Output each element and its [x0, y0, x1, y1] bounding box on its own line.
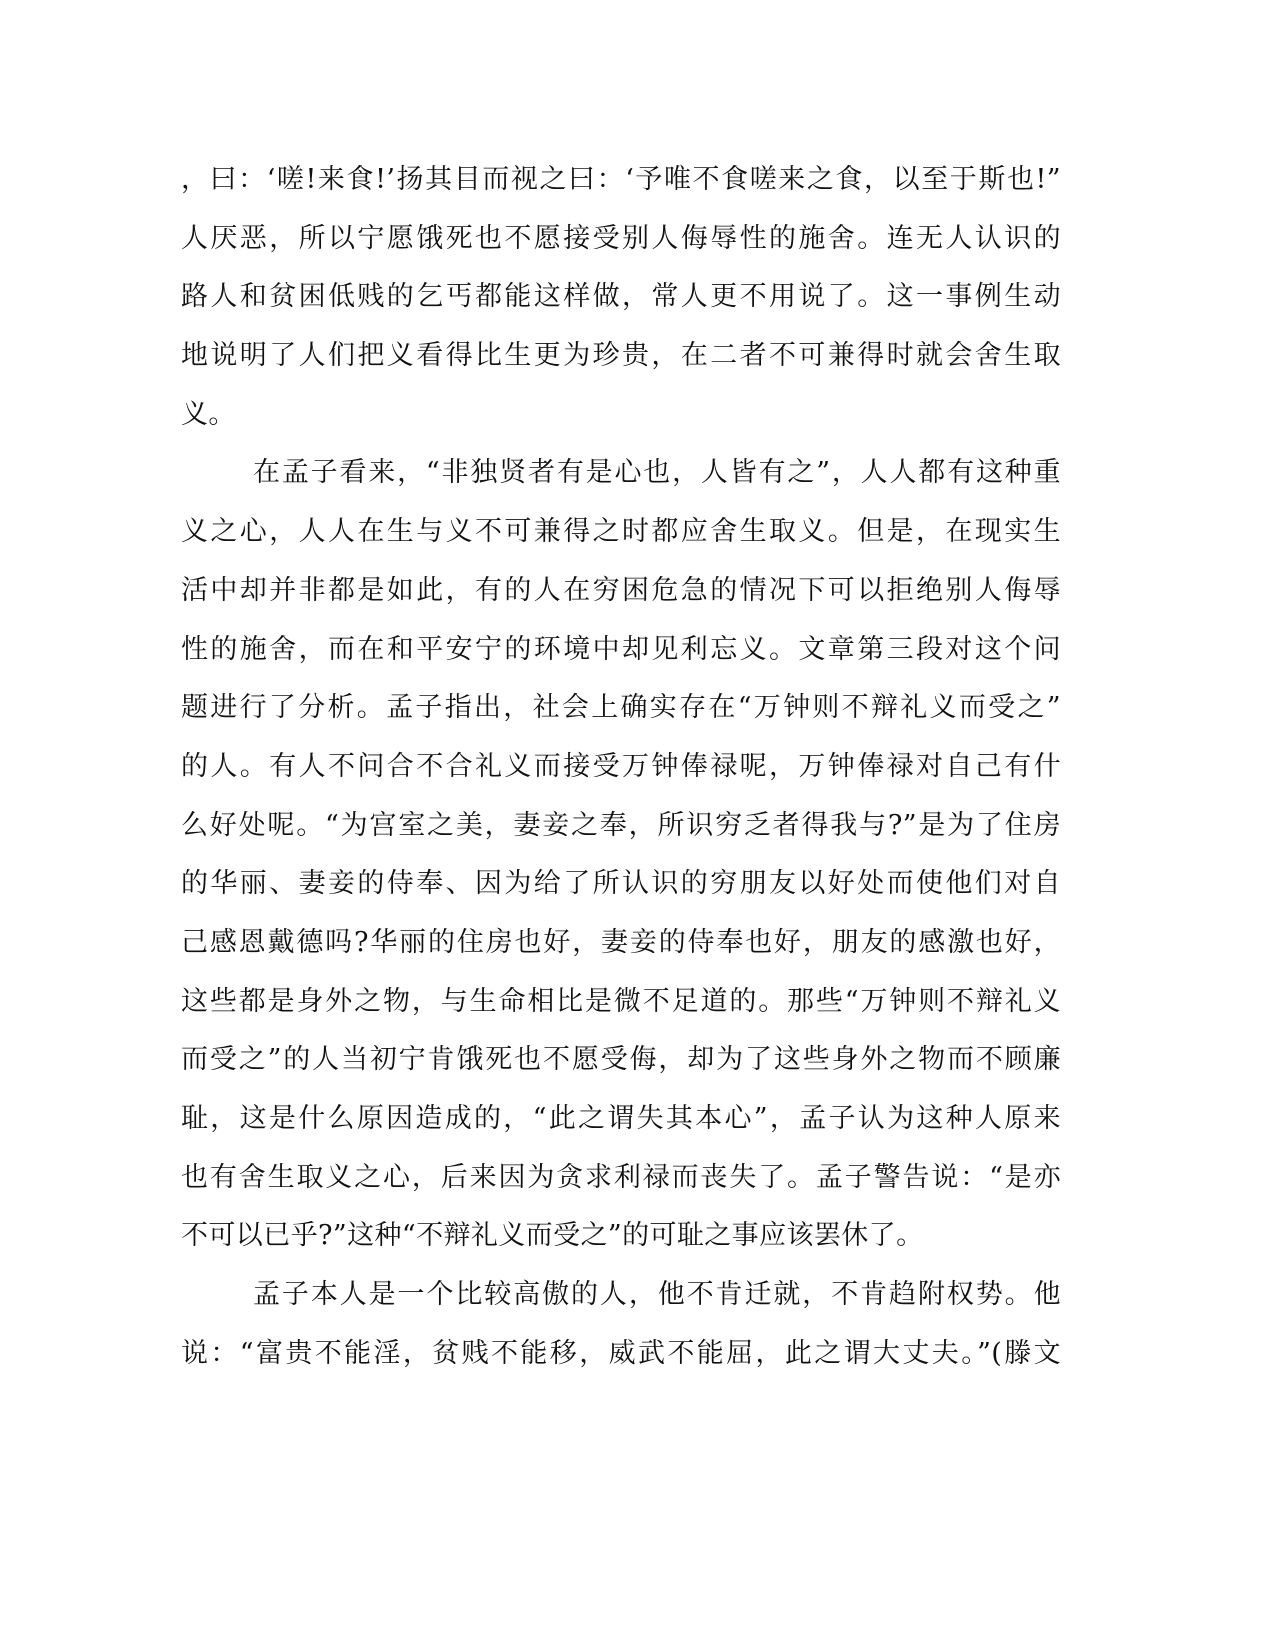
text-line: 这些都是身外之物，与生命相比是微不足道的。那些“万钟则不辩礼义	[181, 985, 1061, 1017]
body-text	[181, 151, 1061, 1383]
text-line: 也有舍生取义之心，后来因为贪求利禄而丧失了。孟子警告说：“是亦	[181, 1161, 1061, 1193]
paragraph-first-line: 孟子本人是一个比较高傲的人，他不肯迁就，不肯趋附权势。他	[253, 1279, 1061, 1311]
text-line: 己感恩戴德吗?华丽的住房也好，妻妾的侍奉也好，朋友的感激也好，	[181, 926, 1061, 958]
text-line: 人厌恶，所以宁愿饿死也不愿接受别人侮辱性的施舍。连无人认识的	[181, 222, 1061, 254]
text-line: 义之心，人人在生与义不可兼得之时都应舍生取义。但是，在现实生	[181, 516, 1061, 548]
text-line: 么好处呢。“为宫室之美，妻妾之奉，所识穷乏者得我与?”是为了住房	[181, 809, 1061, 841]
text-line: 题进行了分析。孟子指出，社会上确实存在“万钟则不辩礼义而受之”	[181, 692, 1061, 724]
text-line: 的华丽、妻妾的侍奉、因为给了所认识的穷朋友以好处而使他们对自	[181, 868, 1061, 900]
text-line: 地说明了人们把义看得比生更为珍贵，在二者不可兼得时就会舍生取	[181, 340, 1061, 372]
text-line: 义。	[181, 398, 236, 430]
text-line: 路人和贫困低贱的乞丐都能这样做，常人更不用说了。这一事例生动	[181, 281, 1061, 313]
paragraph-first-line: 在孟子看来，“非独贤者有是心也，人皆有之”，人人都有这种重	[253, 457, 1061, 489]
text-line: 耻，这是什么原因造成的，“此之谓失其本心”，孟子认为这种人原来	[181, 1103, 1061, 1134]
text-line: 性的施舍，而在和平安宁的环境中却见利忘义。文章第三段对这个问	[181, 633, 1061, 665]
text-line: 说：“富贵不能淫，贫贱不能移，威武不能屈，此之谓大丈夫。”(滕文	[181, 1337, 1061, 1369]
text-line: 而受之”的人当初宁肯饿死也不愿受侮，却为了这些身外之物而不顾廉	[181, 1044, 1061, 1076]
text-line: 不可以已乎?”这种“不辩礼义而受之”的可耻之事应该罢休了。	[181, 1220, 924, 1252]
text-line: 的人。有人不问合不合礼义而接受万钟俸禄呢，万钟俸禄对自己有什	[181, 750, 1061, 782]
text-line: ，曰：‘嗟!来食!’扬其目而视之曰：‘予唯不食嗟来之食，以至于斯也!”	[181, 164, 1061, 195]
text-line: 活中却并非都是如此，有的人在穷困危急的情况下可以拒绝别人侮辱	[181, 574, 1061, 606]
